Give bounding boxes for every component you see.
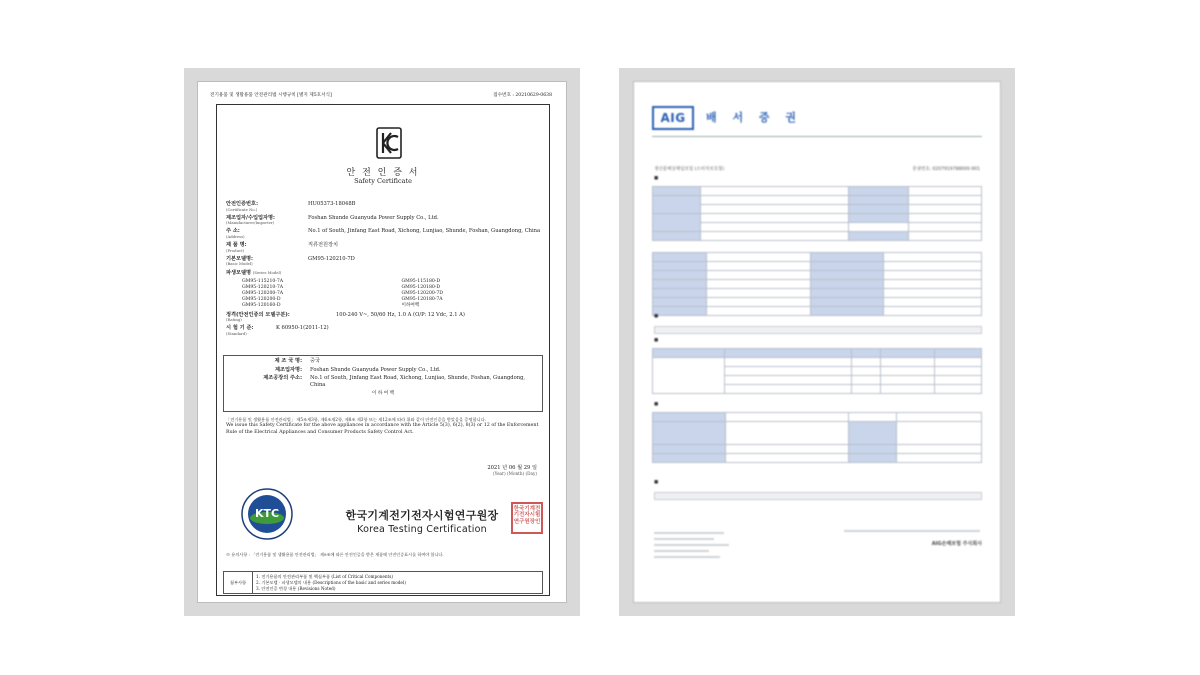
field-row	[226, 256, 541, 267]
factory-key: 제 조 국 명:	[274, 358, 302, 364]
ktc-logo-text: KTC	[254, 507, 280, 520]
series-model: GM95-120200-7A	[242, 290, 284, 296]
attachments-label: 첨부사항	[224, 572, 253, 593]
series-model-list	[226, 279, 541, 309]
certificate-title-korean: 안 전 인 증 서	[346, 168, 420, 178]
fine-print-line	[654, 556, 720, 558]
field-value: No.1 of South, Jinfang East Road, Xichong, Lunjiao, Shunde, Foshan, Guangdong, China	[308, 228, 541, 235]
factory-value: 중국	[310, 358, 321, 364]
rating-label-english: (Rating)	[226, 317, 242, 323]
standard-label-english: (Standard)	[226, 330, 247, 336]
left-document-frame	[184, 68, 580, 616]
series-model: GM95-120200-7D	[401, 290, 443, 296]
field-key-english: (Certificate No.)	[226, 206, 258, 212]
fine-print-line	[654, 532, 724, 534]
field-key-english: (Manufacturer/Importer)	[226, 220, 275, 226]
field-key-english: (Product)	[226, 247, 245, 253]
fine-print-line	[844, 530, 980, 532]
rating-value: 100-240 V~, 50/60 Hz, 1.0 A (O/P: 12 Vdc, 2.1 A)	[336, 311, 465, 318]
section-label: ■	[654, 314, 659, 319]
statement-korean: 「전기용품 및 생활용품 안전관리법」 제5조제3항, 제6조제2항, 제8조 제3항 또는 제12조에 따라 위와 같이 안전인증을 받았음을 증명합니다.	[226, 417, 486, 422]
series-model: GM95-115180-D	[401, 278, 441, 284]
factory-value: Foshan Shunde Guanyuda Power Supply Co., Ltd.	[310, 366, 441, 373]
field-key-english: (Address)	[226, 233, 245, 239]
field-row	[226, 228, 541, 239]
issue-date-value: 2021 년 06 월 29 일	[487, 465, 537, 471]
section-label: ■	[654, 176, 659, 181]
insurer-name: AIG손해보험 주식회사	[931, 541, 982, 547]
coverage-table	[652, 252, 982, 316]
policyholder-table	[652, 186, 982, 241]
series-model-label-english: (Series Model)	[252, 269, 282, 275]
attachment-item: 3. 안전인증 변경 내용 (Revisions Noted)	[256, 585, 336, 591]
field-value: HU05373-18048B	[308, 201, 356, 207]
series-model: GM95-120200-D	[242, 296, 281, 302]
certificate-border	[216, 104, 550, 596]
insurance-title: 배 서 증 권	[706, 111, 802, 124]
attachment-item: 1. 전기용품의 안전관리부품 및 핵심부품 (List of Critical Components)	[256, 574, 394, 579]
field-value: GM95-120210-7D	[308, 255, 355, 262]
field-row	[226, 215, 541, 226]
series-model: GM95-120160-D	[242, 302, 281, 308]
rating-label: 정격(안전인증의 모델구분):	[226, 311, 290, 318]
field-row	[226, 242, 541, 253]
field-key: 제 품 명:	[226, 242, 247, 249]
special-terms-bar	[654, 492, 982, 500]
factory-note: 이 하 여 백	[371, 391, 395, 396]
series-model: 이하여백	[401, 302, 420, 308]
aig-logo: AIG	[652, 106, 694, 130]
fine-print-line	[654, 550, 709, 552]
factory-row	[224, 367, 542, 374]
form-header: 전기용품 및 생활용품 안전관리법 시행규칙 [별지 제5호서식]	[210, 93, 332, 98]
section-label: ■	[654, 480, 659, 485]
factory-key: 제조공장의 주소:	[263, 375, 302, 381]
factory-row	[224, 375, 542, 388]
policy-number: 증권번호: 0207919788000-901	[912, 167, 980, 172]
field-key: 주 소:	[226, 228, 240, 235]
policy-type: 생산물배상책임보험 (소비자보호형)	[654, 167, 725, 172]
kc-mark-icon	[376, 127, 402, 159]
series-model: GM95-115210-7A	[242, 278, 284, 284]
field-key-english: (Basic Model)	[226, 261, 253, 267]
organization-name-korean: 한국기계전기전자시험연구원장	[345, 509, 499, 522]
series-model-label: 파생모델명	[226, 269, 252, 276]
fine-print-line	[654, 538, 714, 540]
attachments-box	[223, 571, 543, 594]
series-model-row	[226, 270, 541, 277]
official-seal: 한국기계전기전자시험연구원장인	[511, 502, 543, 534]
insurance-detail-table	[652, 412, 982, 463]
info-bar	[654, 326, 982, 334]
series-model: GM95-120180-7A	[401, 296, 443, 302]
receipt-number: 접수번호 : 20210629-0638	[493, 93, 552, 98]
series-model: GM95-120180-D	[401, 284, 441, 290]
issuing-organization	[317, 507, 527, 535]
field-key: 기본모델명:	[226, 255, 253, 262]
ktc-logo-icon	[241, 488, 293, 540]
remark-note: ※ 유의사항 : 「전기용품 및 생활용품 안전관리법」 제9조에 따른 안전인증을 받은 제품에 안전인증표시를 하여야 합니다.	[226, 552, 444, 557]
statement-english: We issue this Safety Certificate for the above appliances in accordance with the Article 5(3), 6(2), 8(3) or 12 of the Enforcement Rule of the Electrical Appliances and Consumer Products Safety Control Act.	[226, 423, 539, 436]
certificate-fields	[226, 201, 541, 339]
issue-date	[487, 465, 537, 476]
field-key: 안전인증번호:	[226, 201, 258, 207]
field-key: 제조업자/수입업자명:	[226, 214, 275, 221]
organization-name-english: Korea Testing Certification	[357, 524, 487, 535]
section-label: ■	[654, 338, 659, 343]
header-divider	[652, 136, 982, 137]
attachments-list	[256, 574, 406, 592]
insurance-certificate-page	[634, 82, 1000, 602]
issue-date-english: (Year) (Month) (Day)	[493, 471, 537, 477]
standard-value: K 60950-1(2011-12)	[276, 325, 329, 332]
factory-row	[224, 358, 542, 365]
field-value: Foshan Shunde Guanyuda Power Supply Co., Ltd.	[308, 214, 439, 221]
standard-label: 시 험 기 준:	[226, 325, 254, 332]
field-value: 직류전원장치	[308, 242, 339, 249]
safety-certificate-page	[198, 82, 566, 602]
series-model: GM95-120210-7A	[242, 284, 284, 290]
fine-print-line	[654, 544, 729, 546]
section-label: ■	[654, 402, 659, 407]
certificate-title-english: Safety Certificate	[354, 177, 412, 185]
standard-row	[226, 325, 541, 336]
rating-row	[226, 312, 541, 323]
right-document-frame	[619, 68, 1015, 616]
factory-info-box	[223, 355, 543, 412]
product-table	[652, 348, 982, 394]
factory-key: 제조업자명:	[275, 366, 302, 373]
certification-statement	[226, 417, 541, 437]
field-row	[226, 201, 541, 212]
factory-value: No.1 of South, Jinfang East Road, Xichong, Lunjiao, Shunde, Foshan, Guangdong, China	[310, 375, 526, 388]
attachment-item: 2. 기본모델 · 파생모델의 내용 (Descriptions of the basic and series model)	[256, 579, 406, 585]
